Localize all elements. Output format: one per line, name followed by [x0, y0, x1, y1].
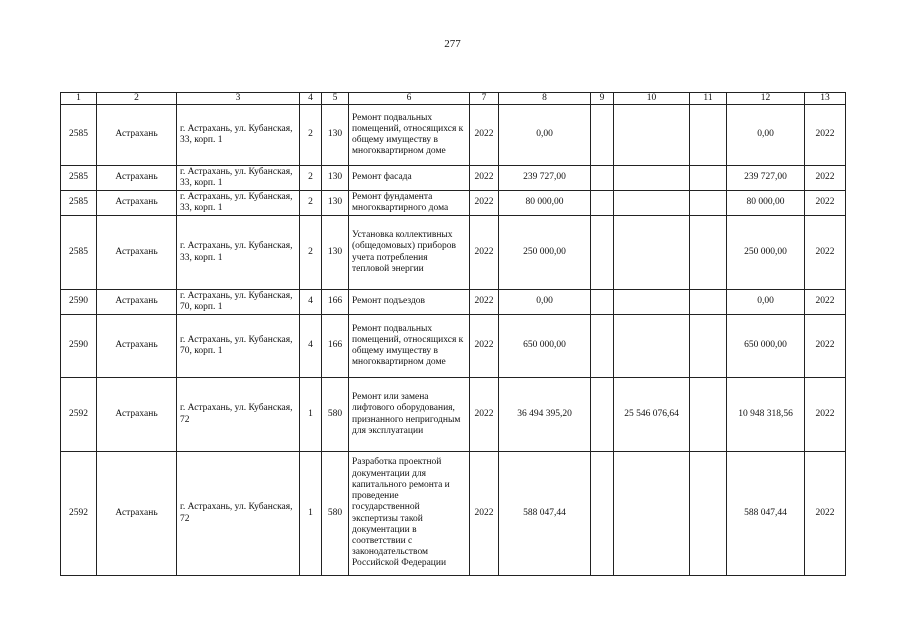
cell-col13: 2022: [805, 216, 846, 290]
cell-col5: 580: [322, 452, 349, 576]
cell-col11: [690, 166, 727, 191]
cell-col10: [614, 452, 690, 576]
col-header: 2: [97, 93, 177, 105]
cell-col12: 80 000,00: [727, 191, 805, 216]
cell-col10: [614, 191, 690, 216]
cell-col4: 2: [300, 191, 322, 216]
cell-col10: [614, 166, 690, 191]
cell-address: г. Астрахань, ул. Кубанская, 33, корп. 1: [177, 216, 300, 290]
cell-col10: [614, 216, 690, 290]
cell-work-type: Ремонт фасада: [349, 166, 470, 191]
cell-total-cost: 80 000,00: [499, 191, 591, 216]
table-row: [61, 105, 846, 166]
table-row: [61, 452, 846, 576]
cell-col4: 1: [300, 378, 322, 452]
cell-total-cost: 239 727,00: [499, 166, 591, 191]
cell-work-type: Ремонт подвальных помещений, относящихся к общему имуществу в многоквартирном доме: [349, 315, 470, 378]
cell-col9: [591, 191, 614, 216]
cell-number: 2585: [61, 166, 97, 191]
cell-col11: [690, 378, 727, 452]
cell-year: 2022: [470, 191, 499, 216]
cell-municipality: Астрахань: [97, 315, 177, 378]
cell-address: г. Астрахань, ул. Кубанская, 33, корп. 1: [177, 105, 300, 166]
cell-col4: 2: [300, 216, 322, 290]
cell-col12: 0,00: [727, 105, 805, 166]
table-row: [61, 191, 846, 216]
cell-col13: 2022: [805, 191, 846, 216]
cell-municipality: Астрахань: [97, 105, 177, 166]
col-header: 9: [591, 93, 614, 105]
col-header: 4: [300, 93, 322, 105]
cell-col11: [690, 105, 727, 166]
cell-work-type: Установка коллективных (общедомовых) приборов учета потребления тепловой энергии: [349, 216, 470, 290]
cell-address: г. Астрахань, ул. Кубанская, 33, корп. 1: [177, 166, 300, 191]
cell-col5: 130: [322, 166, 349, 191]
col-header: 3: [177, 93, 300, 105]
cell-number: 2585: [61, 191, 97, 216]
table-row: [61, 315, 846, 378]
cell-municipality: Астрахань: [97, 452, 177, 576]
cell-col4: 2: [300, 105, 322, 166]
cell-col9: [591, 452, 614, 576]
cell-work-type: Ремонт подъездов: [349, 290, 470, 315]
cell-number: 2592: [61, 452, 97, 576]
cell-number: 2590: [61, 315, 97, 378]
cell-col13: 2022: [805, 378, 846, 452]
cell-total-cost: 36 494 395,20: [499, 378, 591, 452]
cell-municipality: Астрахань: [97, 166, 177, 191]
cell-col11: [690, 452, 727, 576]
cell-total-cost: 0,00: [499, 290, 591, 315]
header-row: [61, 93, 846, 105]
cell-col12: 588 047,44: [727, 452, 805, 576]
table-row: [61, 378, 846, 452]
col-header: 8: [499, 93, 591, 105]
table-row: [61, 216, 846, 290]
cell-municipality: Астрахань: [97, 378, 177, 452]
cell-col13: 2022: [805, 290, 846, 315]
cell-col9: [591, 216, 614, 290]
col-header: 12: [727, 93, 805, 105]
cell-col10: 25 546 076,64: [614, 378, 690, 452]
table-row: [61, 166, 846, 191]
cell-total-cost: 250 000,00: [499, 216, 591, 290]
cell-address: г. Астрахань, ул. Кубанская, 72: [177, 452, 300, 576]
cell-col5: 130: [322, 191, 349, 216]
cell-number: 2585: [61, 105, 97, 166]
col-header: 13: [805, 93, 846, 105]
table-row: [61, 290, 846, 315]
cell-col4: 4: [300, 315, 322, 378]
cell-address: г. Астрахань, ул. Кубанская, 33, корп. 1: [177, 191, 300, 216]
cell-col11: [690, 216, 727, 290]
cell-col9: [591, 378, 614, 452]
cell-col12: 250 000,00: [727, 216, 805, 290]
cell-col12: 239 727,00: [727, 166, 805, 191]
cell-number: 2592: [61, 378, 97, 452]
cell-year: 2022: [470, 105, 499, 166]
cell-col10: [614, 315, 690, 378]
cell-number: 2590: [61, 290, 97, 315]
col-header: 1: [61, 93, 97, 105]
cell-address: г. Астрахань, ул. Кубанская, 72: [177, 378, 300, 452]
page-number: 277: [444, 38, 461, 50]
cell-year: 2022: [470, 378, 499, 452]
cell-total-cost: 588 047,44: [499, 452, 591, 576]
cell-col13: 2022: [805, 315, 846, 378]
cell-col10: [614, 105, 690, 166]
cell-work-type: Ремонт фундамента многоквартирного дома: [349, 191, 470, 216]
cell-col11: [690, 290, 727, 315]
cell-col5: 130: [322, 105, 349, 166]
cell-col9: [591, 315, 614, 378]
cell-col9: [591, 290, 614, 315]
cell-col9: [591, 105, 614, 166]
cell-year: 2022: [470, 216, 499, 290]
col-header: 6: [349, 93, 470, 105]
cell-year: 2022: [470, 290, 499, 315]
cell-col4: 2: [300, 166, 322, 191]
cell-col12: 10 948 318,56: [727, 378, 805, 452]
cell-municipality: Астрахань: [97, 290, 177, 315]
cell-col9: [591, 166, 614, 191]
cell-work-type: Ремонт подвальных помещений, относящихся к общему имуществу в многоквартирном доме: [349, 105, 470, 166]
cell-col11: [690, 315, 727, 378]
cell-col13: 2022: [805, 452, 846, 576]
cell-number: 2585: [61, 216, 97, 290]
cell-col5: 166: [322, 315, 349, 378]
cell-year: 2022: [470, 452, 499, 576]
cell-col5: 166: [322, 290, 349, 315]
cell-col10: [614, 290, 690, 315]
cell-year: 2022: [470, 315, 499, 378]
col-header: 7: [470, 93, 499, 105]
cell-col4: 1: [300, 452, 322, 576]
cell-address: г. Астрахань, ул. Кубанская, 70, корп. 1: [177, 290, 300, 315]
cell-col12: 0,00: [727, 290, 805, 315]
cell-work-type: Ремонт или замена лифтового оборудования, признанного непригодным для эксплуатации: [349, 378, 470, 452]
cell-col11: [690, 191, 727, 216]
cell-col4: 4: [300, 290, 322, 315]
cell-col5: 580: [322, 378, 349, 452]
cell-col12: 650 000,00: [727, 315, 805, 378]
cell-address: г. Астрахань, ул. Кубанская, 70, корп. 1: [177, 315, 300, 378]
cell-year: 2022: [470, 166, 499, 191]
cell-col13: 2022: [805, 105, 846, 166]
col-header: 10: [614, 93, 690, 105]
cell-col5: 130: [322, 216, 349, 290]
cell-col13: 2022: [805, 166, 846, 191]
cell-total-cost: 650 000,00: [499, 315, 591, 378]
register-table: [60, 92, 846, 576]
cell-municipality: Астрахань: [97, 216, 177, 290]
cell-municipality: Астрахань: [97, 191, 177, 216]
cell-work-type: Разработка проектной документации для капитального ремонта и проведение государственной экспертизы такой документации в соответствии с законодательством Российской Федерации: [349, 452, 470, 576]
col-header: 11: [690, 93, 727, 105]
cell-total-cost: 0,00: [499, 105, 591, 166]
col-header: 5: [322, 93, 349, 105]
